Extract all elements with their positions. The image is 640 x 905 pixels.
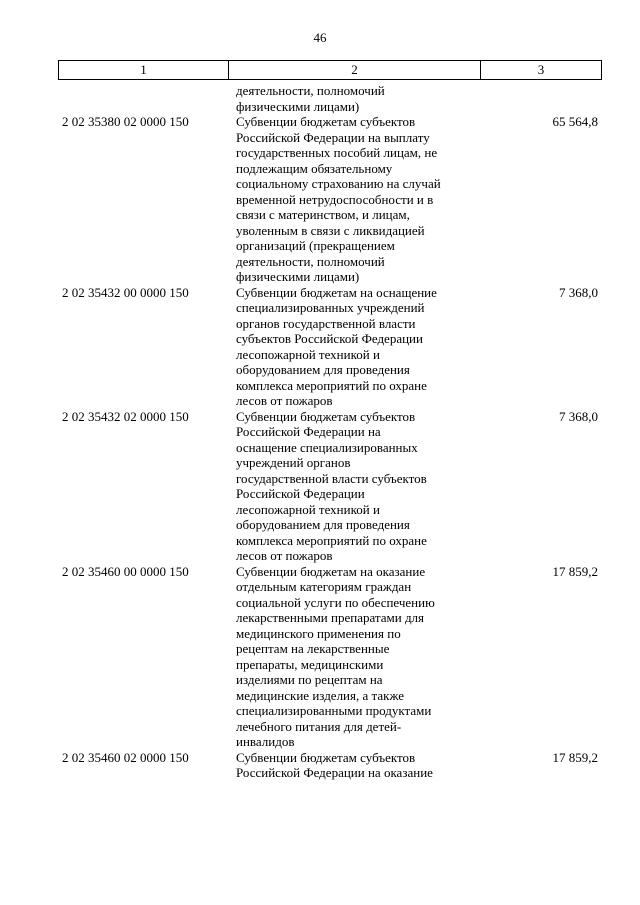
- description-line: специализированных учреждений: [236, 300, 425, 315]
- amount: 17 859,2: [552, 563, 598, 579]
- budget-code: 2 02 35460 02 0000 150: [62, 749, 189, 765]
- description-line: временной нетрудоспособности и в: [236, 191, 434, 207]
- description-line: деятельности, полномочий: [236, 253, 385, 269]
- description-line: лесопожарной техникой и: [236, 346, 380, 362]
- description-line: государственных пособий лицам, не: [236, 145, 438, 160]
- table-row: [58, 564, 602, 750]
- description-line: Субвенции бюджетам на оснащение: [236, 284, 437, 300]
- description: [232, 750, 484, 781]
- description-line: органов государственной власти: [236, 315, 416, 331]
- description-line: учреждений органов: [236, 455, 351, 470]
- description-line: лечебного питания для детей-: [236, 718, 402, 734]
- amount: 17 859,2: [552, 749, 598, 765]
- budget-code: 2 02 35380 02 0000 150: [62, 114, 189, 129]
- budget-code: 2 02 35432 02 0000 150: [62, 408, 189, 424]
- budget-code: 2 02 35432 00 0000 150: [62, 284, 189, 300]
- description-line: связи с материнством, и лицам,: [236, 207, 410, 222]
- description-line: Российской Федерации на оказание: [236, 765, 433, 780]
- description-line: оснащение специализированных: [236, 439, 418, 455]
- description-line: деятельности, полномочий: [236, 83, 385, 98]
- description-line: лесопожарной техникой и: [236, 501, 380, 517]
- description-line: медицинские изделия, а также: [236, 687, 405, 703]
- description-line: уволенным в связи с ликвидацией: [236, 222, 425, 238]
- description-line: Российской Федерации на: [236, 424, 381, 439]
- description-line: медицинского применения по: [236, 625, 401, 641]
- amount: [484, 83, 602, 114]
- header-col-1: 1: [59, 61, 229, 79]
- description-line: лекарственными препаратами для: [236, 610, 425, 625]
- description-line: Субвенции бюджетам субъектов: [236, 408, 416, 424]
- description-line: Российской Федерации на выплату: [236, 129, 430, 145]
- description-line: государственной власти субъектов: [236, 470, 427, 486]
- description-line: комплекса мероприятий по охране: [236, 532, 427, 548]
- description-line: отдельным категориям граждан: [236, 579, 412, 594]
- description-line: подлежащим обязательному: [236, 160, 393, 176]
- description-line: специализированными продуктами: [236, 703, 432, 718]
- description-line: лесов от пожаров: [236, 548, 333, 563]
- description-line: Российской Федерации: [236, 486, 365, 501]
- description-line: социальному страхованию на случай: [236, 176, 441, 191]
- description-line: Субвенции бюджетам на оказание: [236, 563, 426, 579]
- description-line: физическими лицами): [236, 98, 360, 114]
- budget-code: [58, 83, 232, 114]
- table-row: [58, 285, 602, 409]
- description-line: субъектов Российской Федерации: [236, 331, 423, 346]
- description-line: физическими лицами): [236, 269, 360, 284]
- budget-code: 2 02 35460 00 0000 150: [62, 563, 189, 579]
- description-line: организаций (прекращением: [236, 238, 395, 253]
- description-line: Субвенции бюджетам субъектов: [236, 114, 416, 129]
- amount: 7 368,0: [559, 408, 598, 424]
- table-row: [58, 83, 602, 114]
- description: [232, 83, 484, 114]
- description: [232, 564, 484, 750]
- amount: 65 564,8: [552, 114, 598, 129]
- table-header: [58, 60, 602, 80]
- description-line: лесов от пожаров: [236, 393, 333, 408]
- description: [232, 285, 484, 409]
- table-row: [58, 750, 602, 781]
- description-line: Субвенции бюджетам субъектов: [236, 749, 416, 765]
- description: [232, 114, 484, 285]
- amount: 7 368,0: [559, 284, 598, 300]
- description-line: рецептам на лекарственные: [236, 641, 390, 656]
- description: [232, 409, 484, 564]
- description-line: инвалидов: [236, 734, 295, 749]
- description-line: комплекса мероприятий по охране: [236, 377, 427, 393]
- header-col-3: 3: [537, 62, 545, 77]
- table-row: [58, 114, 602, 285]
- description-line: препараты, медицинскими: [236, 656, 384, 672]
- description-line: изделиями по рецептам на: [236, 672, 383, 687]
- page-number: 46: [313, 30, 327, 45]
- header-col-2: 2: [229, 61, 481, 79]
- table-body: [58, 83, 602, 781]
- description-line: оборудованием для проведения: [236, 362, 410, 377]
- table-row: [58, 409, 602, 564]
- description-line: социальной услуги по обеспечению: [236, 594, 435, 610]
- description-line: оборудованием для проведения: [236, 517, 410, 532]
